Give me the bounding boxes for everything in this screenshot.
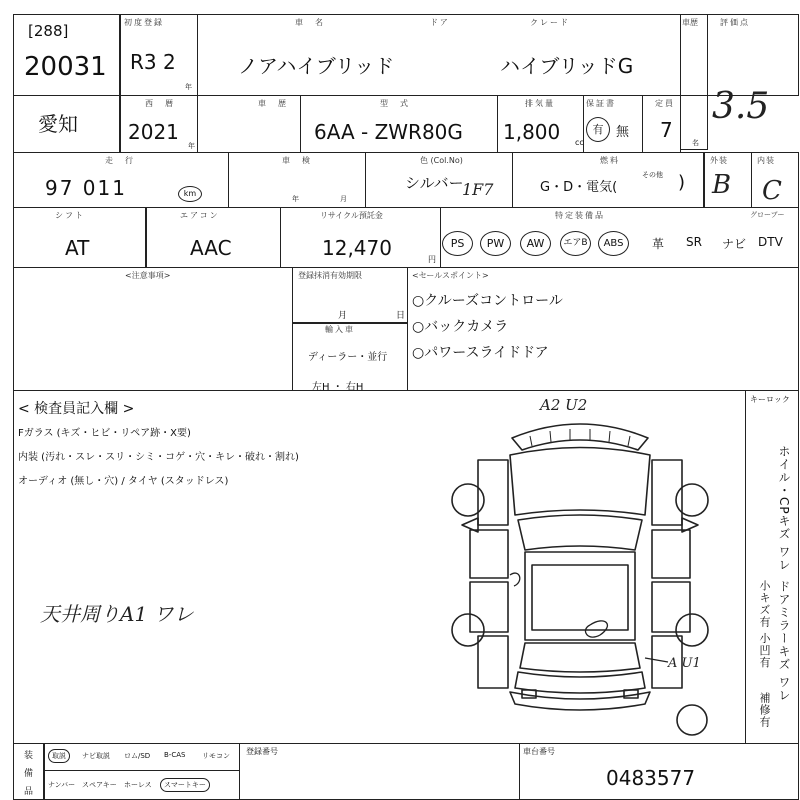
score-handwritten: 3.5	[712, 86, 770, 127]
equip-dtv: DTV	[758, 235, 783, 249]
side-text-1: ホイル・CPキズ ワレ	[777, 445, 791, 572]
sales-point-2: ○バックカメラ	[412, 319, 509, 335]
maker-label: 車 歴	[258, 99, 288, 108]
model: 6AA - ZWR80G	[314, 120, 463, 144]
shaken-label: 車 検	[282, 156, 312, 165]
capacity: 7	[660, 118, 673, 142]
front-bumper	[512, 424, 648, 450]
reg-day: 日	[396, 311, 406, 321]
warranty-no: 無	[616, 125, 630, 140]
footer-label-2: 備	[24, 769, 34, 779]
mileage: 97 011	[45, 176, 127, 200]
handwritten-squiggle	[510, 573, 520, 586]
handle-option: 左H ・ 右H	[312, 382, 364, 393]
warranty-yes: 有	[586, 117, 610, 142]
inspector-line-1: Fガラス (キズ・ヒビ・リペア跡・X要)	[18, 428, 191, 439]
grade-label: クレード	[530, 18, 570, 27]
wheel-front-left	[452, 484, 484, 516]
spare-wheel	[677, 705, 707, 735]
footer-smart-key: スマートキー	[160, 778, 210, 792]
shaken-month: 月	[340, 195, 347, 203]
sales-point-1: ○クルーズコントロール	[412, 293, 563, 309]
keyless-label: グローブー	[750, 211, 785, 219]
right-front-door	[652, 530, 690, 578]
car-name-label: 車 名	[295, 18, 325, 27]
equip-sr: SR	[686, 235, 702, 249]
equip-ps: PS	[442, 231, 473, 256]
damage-arrow	[645, 658, 668, 662]
equip-grid-divider	[44, 770, 240, 771]
reg-month: 月	[338, 311, 348, 321]
side-text-4: 補修有	[758, 692, 771, 728]
footer-spare-key: スペアキー	[82, 781, 117, 789]
shift: AT	[65, 236, 90, 260]
footer-manual: 取説	[48, 749, 70, 763]
car-diagram	[440, 400, 740, 745]
fuel-other: その他	[642, 171, 663, 179]
footer-navi-manual: ナビ取説	[82, 752, 110, 760]
side-text-3: 小キズ有 小凹有	[758, 580, 771, 669]
footer-label-3: 品	[24, 787, 34, 797]
cc-unit: cc	[575, 138, 584, 147]
car-name: ノアハイブリッド	[238, 54, 395, 78]
caution-label: <注意事項>	[125, 271, 171, 280]
left-rear-door	[470, 582, 508, 632]
grade: ハイブリッドG	[500, 54, 634, 78]
chassis-label: 車台番号	[523, 747, 555, 756]
inspector-line-3: オーディオ (無し・穴) / タイヤ (スタッドレス)	[18, 476, 229, 487]
footer-hose: ホーレス	[124, 781, 152, 789]
color-label: 色 (Col.No)	[420, 156, 463, 165]
region: 愛知	[38, 112, 78, 136]
interior-label: 内装	[757, 156, 775, 165]
equip-airbag: エアB	[560, 231, 591, 256]
sales-point-3: ○パワースライドドア	[412, 345, 549, 361]
lot-number: 20031	[24, 52, 107, 82]
footer-plate: ナンバー	[48, 781, 76, 789]
mileage-unit: km	[178, 186, 202, 202]
ac-label: エアコン	[180, 211, 220, 220]
first-reg-label: 初度登録	[124, 18, 164, 27]
interior-grade: C	[762, 176, 782, 206]
right-rear-door	[652, 582, 690, 632]
door-label: ドア	[430, 18, 450, 27]
wheel-rear-left	[452, 614, 484, 646]
fuel-options: G・D・電気(	[540, 180, 618, 195]
side-text-2: ドアミラーキズ ワレ	[777, 580, 791, 702]
ac: AAC	[190, 236, 232, 260]
inspector-line-2: 内装 (汚れ・スレ・スリ・シミ・コゲ・穴・キレ・破れ・割れ)	[18, 452, 299, 463]
equip-leather: 革	[652, 237, 665, 251]
warranty-label: 保証書	[586, 99, 616, 108]
capacity-label: 定員	[655, 99, 675, 108]
equip-label: 特定装備品	[555, 211, 605, 220]
year: 2021	[128, 120, 179, 144]
model-label: 型 式	[380, 99, 410, 108]
fuel-label: 燃料	[600, 156, 620, 165]
year-label: 西 暦	[145, 99, 175, 108]
score-label: 評価点	[720, 18, 750, 27]
capacity-unit: 名	[692, 139, 699, 147]
lot-label: [288]	[28, 22, 69, 40]
shift-label: シフト	[55, 211, 85, 220]
reg-label: 登録抹消有効期限	[298, 271, 362, 280]
exterior-grade: B	[712, 170, 732, 200]
rear-window	[520, 643, 640, 672]
diagram-note-top: A2 U2	[540, 396, 588, 414]
color: シルバー	[405, 174, 464, 192]
fuel-close: )	[678, 172, 686, 193]
hood	[510, 448, 650, 516]
wheel-front-right	[676, 484, 708, 516]
history-cell	[680, 14, 708, 150]
wheel-rear-right	[676, 614, 708, 646]
shaken-year: 年	[292, 195, 299, 203]
diagram-note-side: A U1	[668, 656, 701, 671]
displacement: 1,800	[503, 120, 561, 144]
footer-rom: ロム/SD	[124, 752, 151, 760]
displacement-label: 排気量	[525, 99, 555, 108]
first-reg-unit: 年	[185, 83, 192, 91]
reg-number-label: 登録番号	[246, 747, 278, 756]
history-label: 車歴	[682, 18, 698, 27]
chassis-number: 0483577	[606, 766, 696, 790]
mileage-label: 走 行	[105, 156, 135, 165]
recycle-label: リサイクル預託金	[320, 211, 383, 220]
footer-label-1: 装	[24, 751, 34, 761]
import-label: 輸入車	[325, 325, 355, 334]
rear-bumper	[510, 692, 650, 710]
equip-aw: AW	[520, 231, 551, 256]
handwritten-note: 天井周りA1 ワレ	[40, 602, 194, 626]
color-handwritten: 1F7	[462, 180, 494, 199]
windshield	[518, 515, 642, 550]
inspector-title: < 検査員記入欄 >	[18, 401, 135, 417]
exterior-label: 外装	[710, 156, 728, 165]
left-front-door	[470, 530, 508, 578]
sales-label: <セールスポイント>	[412, 271, 489, 280]
equip-navi: ナビ	[722, 237, 747, 251]
equip-pw: PW	[480, 231, 511, 256]
recycle: 12,470	[322, 236, 392, 260]
keylock-label: キーロック	[750, 395, 790, 404]
left-quarter	[478, 636, 508, 688]
first-reg-value: R3 2	[130, 50, 176, 74]
sunroof-outline	[532, 565, 628, 630]
equip-abs: ABS	[598, 231, 629, 256]
recycle-yen: 円	[428, 255, 436, 264]
footer-remote: リモコン	[202, 752, 230, 760]
dealer-option: ディーラー・並行	[308, 352, 388, 363]
damage-mark	[585, 621, 607, 637]
year-unit: 年	[188, 142, 195, 150]
footer-bcas: B-CAS	[164, 751, 186, 759]
